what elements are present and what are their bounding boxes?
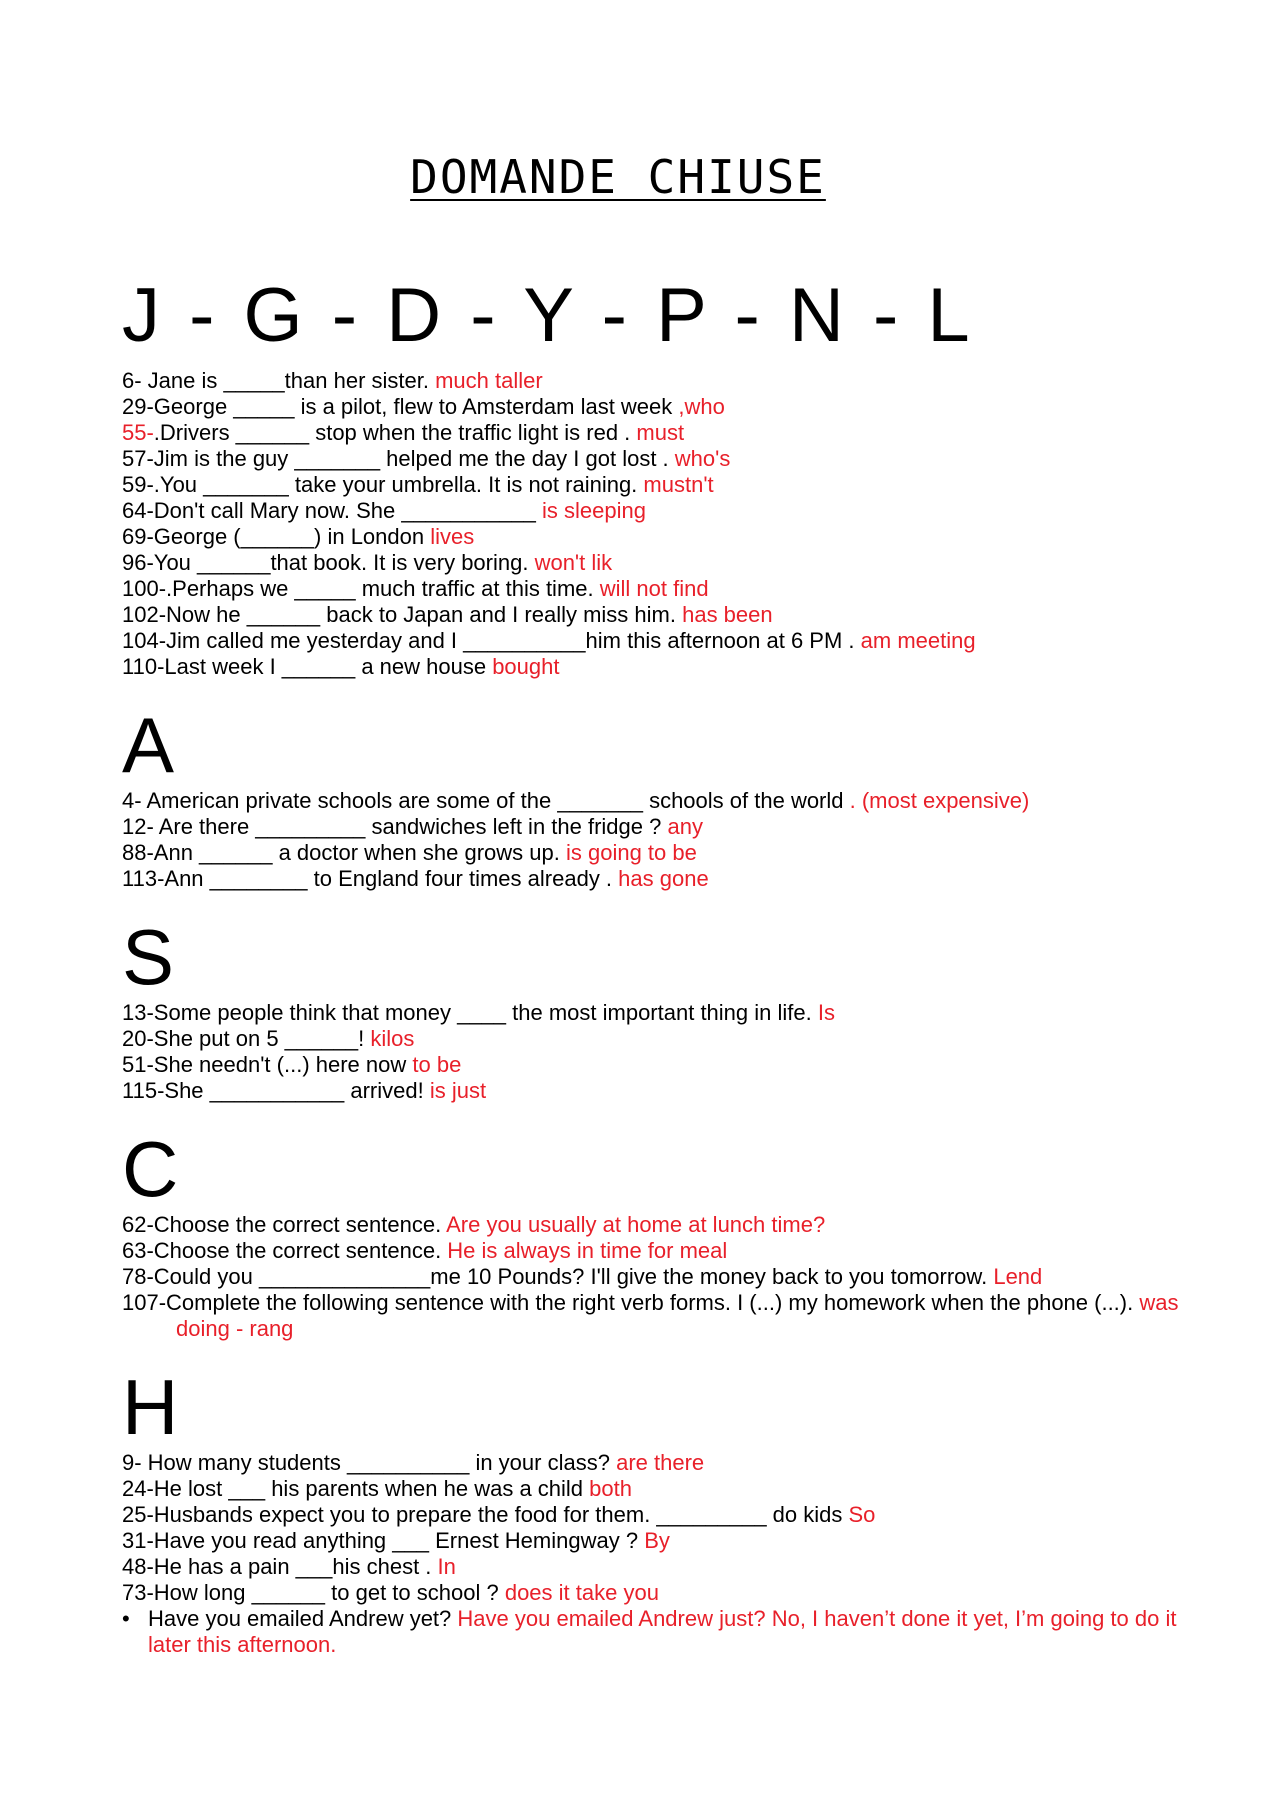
answer-text: does it take you <box>504 1580 659 1605</box>
question-item <box>122 498 1202 524</box>
question-item <box>122 1026 1202 1052</box>
question-text: Have you emailed Andrew yet? <box>148 1606 458 1631</box>
section-heading: C <box>122 1125 179 1213</box>
answer-text: mustn't <box>643 472 714 497</box>
answer-text: has gone <box>618 866 709 891</box>
question-item <box>122 1476 1202 1502</box>
question-item <box>122 1290 1202 1342</box>
question-text: 96-You ______that book. It is very boring. <box>122 550 535 575</box>
question-item <box>122 576 1202 602</box>
question-item <box>122 1264 1202 1290</box>
question-text: 115-She ___________ arrived! <box>122 1078 430 1103</box>
answer-text: By <box>644 1528 670 1553</box>
answer-text: In <box>437 1554 456 1579</box>
answer-text: ,who <box>678 394 725 419</box>
question-text: 100-.Perhaps we _____ much traffic at this time. <box>122 576 600 601</box>
answer-text: are there <box>616 1450 705 1475</box>
answer-text: am meeting <box>860 628 976 653</box>
question-item <box>122 866 1202 892</box>
question-text: 51-She needn't (...) here now <box>122 1052 413 1077</box>
section-0 <box>122 270 1202 680</box>
question-item <box>122 394 1202 420</box>
answer-text: Are you usually at home at lunch time? <box>446 1212 826 1237</box>
answer-text: bought <box>492 654 560 679</box>
question-text: 64-Don't call Mary now. She ___________ <box>122 498 543 523</box>
question-text: 25-Husbands expect you to prepare the food for them. _________ do kids <box>122 1502 849 1527</box>
section-3 <box>122 1126 1202 1342</box>
answer-text: will not find <box>599 576 709 601</box>
question-number: 55- <box>122 420 154 445</box>
section-1 <box>122 702 1202 892</box>
question-item <box>122 524 1202 550</box>
question-text: 62-Choose the correct sentence. <box>122 1212 447 1237</box>
question-item <box>122 1606 1202 1658</box>
answer-text: is going to be <box>565 840 697 865</box>
question-item <box>122 1580 1202 1606</box>
question-item <box>122 472 1202 498</box>
question-text: 73-How long ______ to get to school ? <box>122 1580 505 1605</box>
question-item <box>122 602 1202 628</box>
question-item <box>122 814 1202 840</box>
question-item <box>122 1528 1202 1554</box>
question-text: 110-Last week I ______ a new house <box>122 654 493 679</box>
question-text: 78-Could you ______________me 10 Pounds? I'll give the money back to you tomorrow. <box>122 1264 994 1289</box>
question-text: 20-She put on 5 ______! <box>122 1026 371 1051</box>
answer-text: was doing - rang <box>176 1290 1185 1341</box>
question-text: 57-Jim is the guy _______ helped me the day I got lost . <box>122 446 675 471</box>
answer-text: kilos <box>370 1026 415 1051</box>
answer-text: lives <box>430 524 475 549</box>
question-text: 12- Are there _________ sandwiches left in the fridge ? <box>122 814 668 839</box>
question-item <box>122 1502 1202 1528</box>
question-text: 59-.You _______ take your umbrella. It is not raining. <box>122 472 644 497</box>
answer-text: So <box>848 1502 876 1527</box>
question-text: 102-Now he ______ back to Japan and I really miss him. <box>122 602 683 627</box>
answer-text: Lend <box>993 1264 1043 1289</box>
question-text: 104-Jim called me yesterday and I __________him this afternoon at 6 PM . <box>122 628 861 653</box>
question-text: 31-Have you read anything ___ Ernest Hemingway ? <box>122 1528 645 1553</box>
answer-text: much taller <box>435 368 543 393</box>
answer-text: . (most expensive) <box>849 788 1030 813</box>
question-item <box>122 788 1202 814</box>
page-title: DOMANDE CHIUSE <box>410 150 826 204</box>
question-text: 9- How many students __________ in your class? <box>122 1450 617 1475</box>
section-heading: H <box>122 1363 179 1451</box>
bullet-text <box>148 1606 1202 1658</box>
question-item <box>122 1450 1202 1476</box>
section-heading: A <box>122 701 175 789</box>
question-text: 4- American private schools are some of the _______ schools of the world <box>122 788 850 813</box>
answer-text: must <box>636 420 685 445</box>
question-text: 48-He has a pain ___his chest . <box>122 1554 438 1579</box>
question-text: 107-Complete the following sentence with the right verb forms. I (...) my homework when the phone (...). <box>122 1290 1140 1315</box>
section-2 <box>122 914 1202 1104</box>
question-item <box>122 550 1202 576</box>
question-item <box>122 1078 1202 1104</box>
question-text: 88-Ann ______ a doctor when she grows up. <box>122 840 566 865</box>
question-text: 13-Some people think that money ____ the most important thing in life. <box>122 1000 818 1025</box>
answer-text: is sleeping <box>542 498 646 523</box>
question-item <box>122 446 1202 472</box>
question-item <box>122 628 1202 654</box>
answer-text: who's <box>674 446 731 471</box>
question-text: 113-Ann ________ to England four times already . <box>122 866 619 891</box>
questions-container <box>122 270 1202 1680</box>
question-item <box>122 1052 1202 1078</box>
question-item <box>122 1000 1202 1026</box>
question-item <box>122 654 1202 680</box>
answer-text: to be <box>412 1052 462 1077</box>
section-heading: J - G - D - Y - P - N - L <box>122 273 974 358</box>
answer-text: won't lik <box>534 550 613 575</box>
answer-text: both <box>589 1476 632 1501</box>
question-text: 29-George _____ is a pilot, flew to Amsterdam last week <box>122 394 679 419</box>
answer-text: has been <box>682 602 773 627</box>
answer-text: is just <box>429 1078 487 1103</box>
question-item <box>122 1212 1202 1238</box>
question-item <box>122 840 1202 866</box>
answer-text: Is <box>817 1000 835 1025</box>
section-heading: S <box>122 913 175 1001</box>
question-item <box>122 368 1202 394</box>
question-text: .Drivers ______ stop when the traffic light is red . <box>153 420 637 445</box>
question-text: 6- Jane is _____than her sister. <box>122 368 436 393</box>
answer-text: any <box>667 814 703 839</box>
question-text: 24-He lost ___ his parents when he was a child <box>122 1476 590 1501</box>
question-item <box>122 1554 1202 1580</box>
question-item <box>122 420 1202 446</box>
question-text: 69-George (______) in London <box>122 524 431 549</box>
question-text: 63-Choose the correct sentence. <box>122 1238 448 1263</box>
answer-text: Have you emailed Andrew just? No, I haven’t done it yet, I’m going to do it later this afternoon. <box>148 1606 1183 1657</box>
bullet-icon: • <box>122 1606 130 1631</box>
section-4 <box>122 1364 1202 1658</box>
question-item <box>122 1238 1202 1264</box>
answer-text: He is always in time for meal <box>447 1238 728 1263</box>
